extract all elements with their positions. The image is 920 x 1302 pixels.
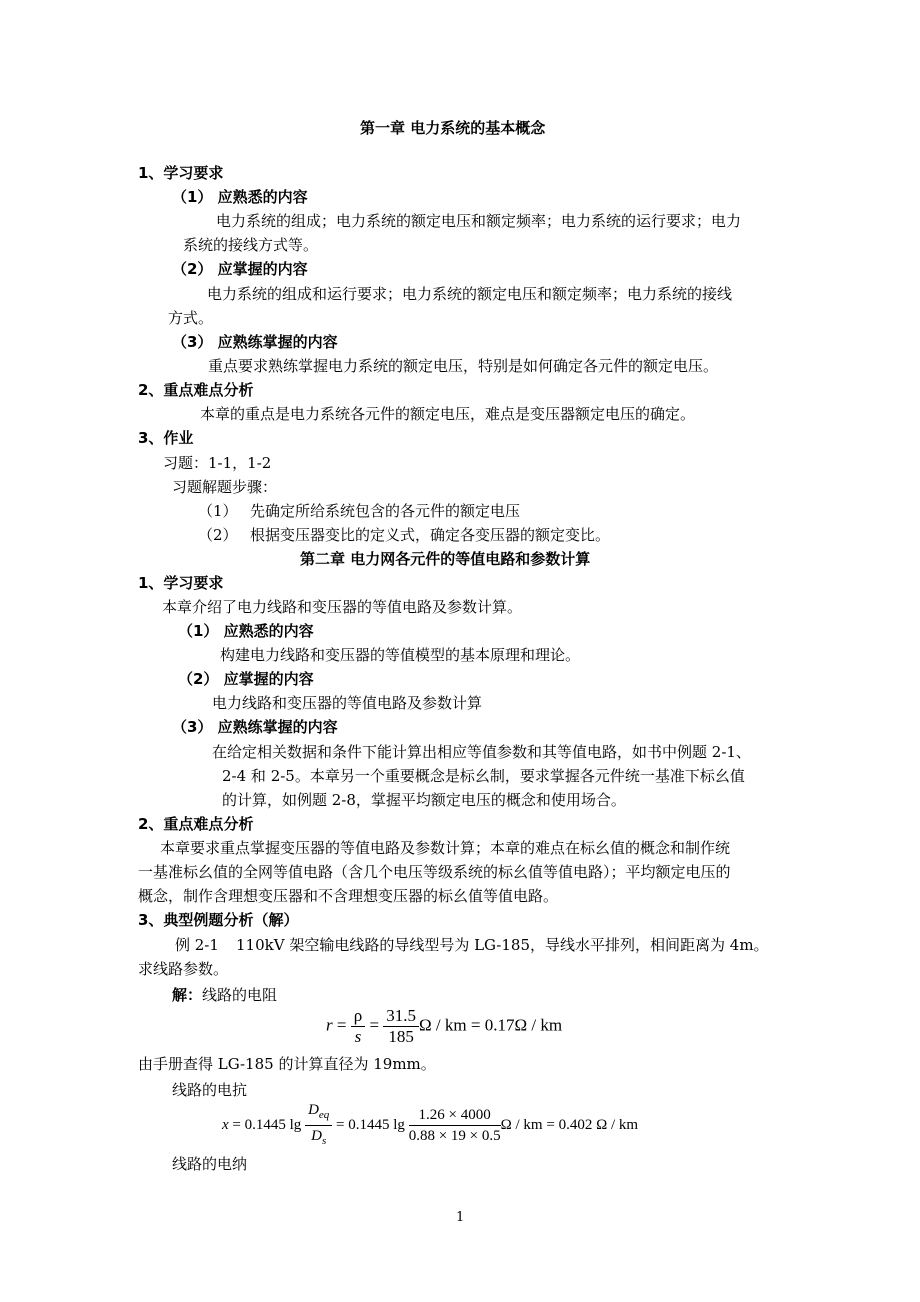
paragraph-line: 本章要求重点掌握变压器的等值电路及参数计算；本章的难点在标幺值的概念和制作统 bbox=[160, 839, 731, 857]
step-text: 先确定所给系统包含的各元件的额定电压 bbox=[250, 502, 521, 520]
subsection-heading: （1） 应熟悉的内容 bbox=[178, 622, 314, 640]
section-heading: 1、学习要求 bbox=[138, 164, 224, 182]
solution-label: 解： bbox=[172, 986, 203, 1004]
step-number: （1） bbox=[198, 502, 238, 520]
chapter-2-title: 第二章 电力网各元件的等值电路和参数计算 bbox=[300, 550, 591, 568]
paragraph-line: 110kV 架空输电线路的导线型号为 LG-185，导线水平排列，相间距离为 4m。 bbox=[236, 936, 769, 954]
paragraph-line: 一基准标幺值的全网等值电路（含几个电压等级系统的标幺值等值电路）；平均额定电压的 bbox=[138, 863, 731, 881]
fraction: $\frac{31.5}{185}$ bbox=[383, 1006, 419, 1047]
chapter-1-title: 第一章 电力系统的基本概念 bbox=[360, 119, 546, 137]
subsection-heading: （2） 应掌握的内容 bbox=[178, 670, 314, 688]
fraction: $\frac{D_{eq}}{D_s}$ bbox=[305, 1100, 332, 1151]
page-number: 1 bbox=[456, 1210, 465, 1225]
section-heading: 2、重点难点分析 bbox=[138, 381, 254, 399]
eq-symbol: r bbox=[326, 1015, 333, 1035]
paragraph-line: 线路的电纳 bbox=[172, 1155, 248, 1173]
fraction: $\frac{\rho}{s}$ bbox=[351, 1006, 365, 1047]
paragraph-line: 在给定相关数据和条件下能计算出相应等值参数和其等值电路，如书中例题 2-1、 bbox=[212, 743, 751, 761]
resistance-equation: r = $\frac{\rho}{s}$ = $\frac{31.5}{185}$ Ω / km = 0.17Ω / km bbox=[326, 1006, 563, 1046]
paragraph-line: 电力系统的组成；电力系统的额定电压和额定频率；电力系统的运行要求；电力 bbox=[216, 212, 742, 230]
fraction: $\frac{1.26 \times 4000}{0.88 \times 19 \times 0.5}$ bbox=[408, 1107, 501, 1144]
paragraph-line: 由手册查得 LG-185 的计算直径为 19mm。 bbox=[138, 1055, 436, 1073]
paragraph-line: 2-4 和 2-5。本章另一个重要概念是标幺制，要求掌握各元件统一基准下标幺值 bbox=[222, 767, 745, 785]
section-heading: 1、学习要求 bbox=[138, 574, 224, 592]
solution-text: 线路的电阻 bbox=[202, 986, 278, 1004]
paragraph-line: 本章的重点是电力系统各元件的额定电压，难点是变压器额定电压的确定。 bbox=[200, 405, 696, 423]
homework-line: 习题：1-1，1-2 bbox=[163, 454, 272, 472]
paragraph-line: 电力系统的组成和运行要求；电力系统的额定电压和额定频率；电力系统的接线 bbox=[207, 285, 733, 303]
paragraph-line: 重点要求熟练掌握电力系统的额定电压，特别是如何确定各元件的额定电压。 bbox=[208, 357, 719, 375]
paragraph-line: 概念，制作含理想变压器和不含理想变压器的标幺值等值电路。 bbox=[138, 887, 559, 905]
paragraph-line: 方式。 bbox=[168, 309, 214, 327]
paragraph-line: 本章介绍了电力线路和变压器的等值电路及参数计算。 bbox=[162, 598, 523, 616]
subsection-heading: （3） 应熟练掌握的内容 bbox=[172, 333, 338, 351]
paragraph-line: 的计算，如例题 2-8，掌握平均额定电压的概念和使用场合。 bbox=[222, 791, 626, 809]
section-heading: 3、作业 bbox=[138, 429, 194, 447]
step-number: （2） bbox=[198, 526, 238, 544]
step-text: 根据变压器变比的定义式，确定各变压器的额定变比。 bbox=[250, 526, 611, 544]
section-heading: 3、典型例题分析（解） bbox=[138, 911, 299, 929]
paragraph-line: 求线路参数。 bbox=[138, 960, 229, 978]
subsection-heading: （1） 应熟悉的内容 bbox=[172, 188, 308, 206]
example-label: 例 2-1 bbox=[175, 936, 219, 954]
paragraph-line: 线路的电抗 bbox=[172, 1081, 248, 1099]
section-heading: 2、重点难点分析 bbox=[138, 815, 254, 833]
subsection-heading: （3） 应熟练掌握的内容 bbox=[172, 718, 338, 736]
steps-title: 习题解题步骤： bbox=[172, 478, 278, 496]
solution-line bbox=[172, 985, 277, 1005]
paragraph-line: 构建电力线路和变压器的等值模型的基本原理和理论。 bbox=[220, 646, 581, 664]
paragraph-line: 电力线路和变压器的等值电路及参数计算 bbox=[212, 694, 483, 712]
subsection-heading: （2） 应掌握的内容 bbox=[172, 260, 308, 278]
paragraph-line: 系统的接线方式等。 bbox=[183, 236, 319, 254]
reactance-equation: x = 0.1445 lg $\frac{D_{eq}}{D_s}$ = 0.1445 lg $\frac{1.26 \times 4000}{0.88 \times 19 \times 0.5}$ Ω / km = 0.402 Ω / km bbox=[222, 1100, 638, 1151]
